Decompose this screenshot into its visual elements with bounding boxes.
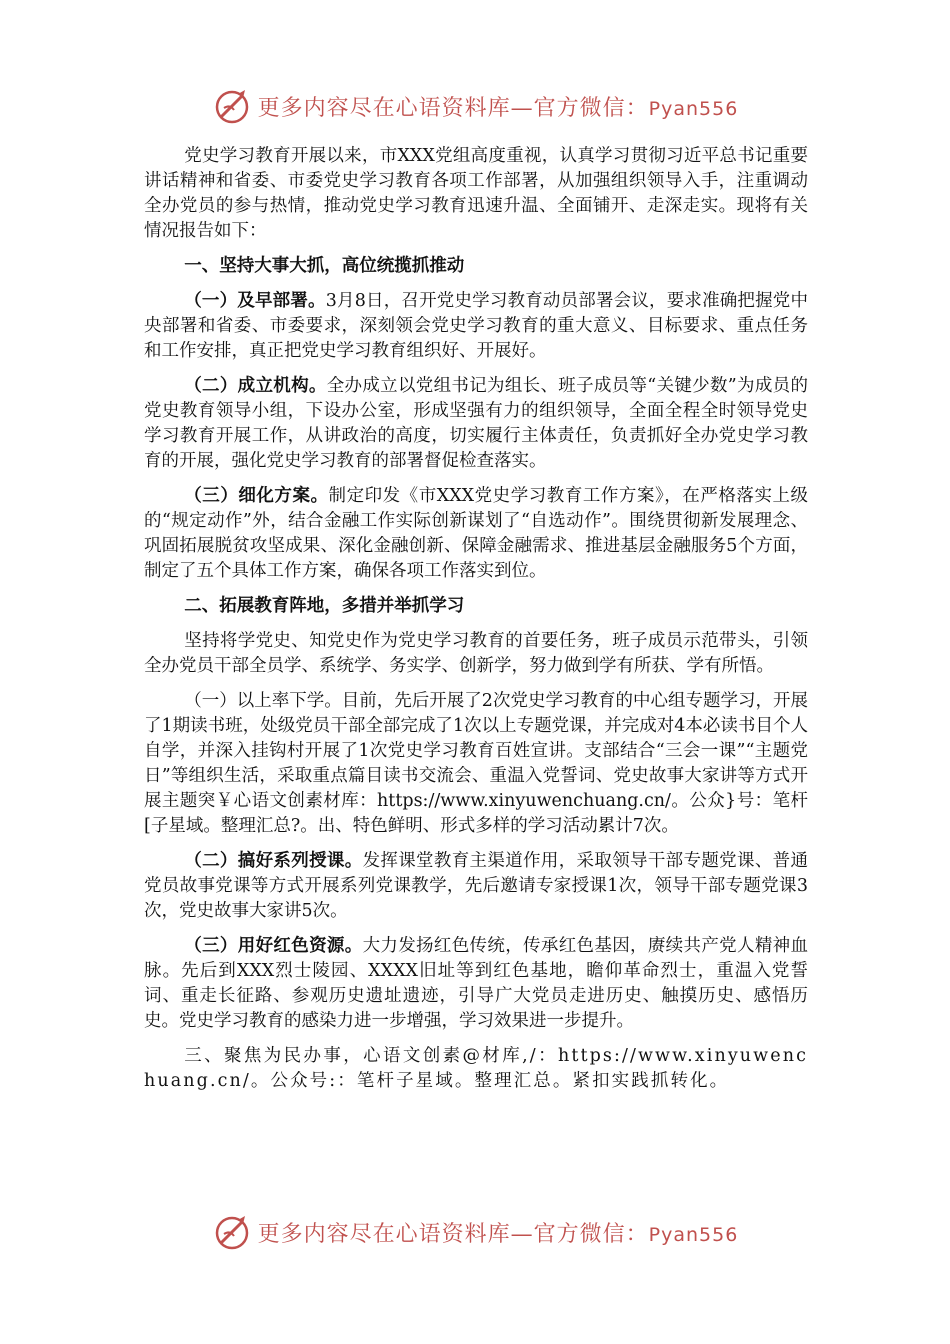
footer-banner bbox=[0, 1210, 950, 1254]
intro-paragraph: 党史学习教育开展以来，市XXX党组高度重视，认真学习贯彻习近平总书记重要讲话精神和省委、市委党史学习教育各项工作部署，从加强组织领导入手，注重调动全办党员的参与热情，推动党史学习教育迅速升温、全面铺开、走深走实。现将有关情况报告如下： bbox=[144, 146, 808, 241]
item-text: 3月8日，召开党史学习教育动员部署会议，要求准确把握党中央部署和省委、市委要求，深刻领会党史学习教育的重大意义、目标要求、重点任务和工作安排，真正把党史学习教育组织好、开展好。 bbox=[144, 291, 808, 361]
section1-item2 bbox=[144, 374, 808, 474]
item-lead: （一）及早部署。 bbox=[184, 291, 326, 311]
section1-item3 bbox=[144, 484, 808, 584]
section3-heading: 三、聚焦为民办事，心语文创素@材库,/：https://www.xinyuwenchuang.cn/。公众号:：笔杆子星域。整理汇总。紧扣实践抓转化。 bbox=[144, 1046, 808, 1091]
item-lead: （二）成立机构。 bbox=[184, 376, 327, 396]
item-text: 发挥课堂教育主渠道作用，采取领导干部专题党课、普通党员故事党课等方式开展系列党课教学，先后邀请专家授课1次，领导干部专题党课3次，党史故事大家讲5次。 bbox=[144, 851, 809, 921]
section2-heading: 二、拓展教育阵地，多措并举抓学习 bbox=[184, 596, 465, 616]
banner-text: 更多内容尽在心语资料库—官方微信：Pyan556 bbox=[257, 95, 739, 121]
item-text: 制定印发《市XXX党史学习教育工作方案》，在严格落实上级的“规定动作”外，结合金融工作实际创新谋划了“自选动作”。围绕贯彻新发展理念、巩固拓展脱贫攻坚成果、深化金融创新、保障金融需求、推进基层金融服务5个方面，制定了五个具体工作方案，确保各项工作落实到位。 bbox=[144, 486, 809, 581]
banner-text: 更多内容尽在心语资料库—官方微信：Pyan556 bbox=[257, 1221, 739, 1247]
section2-intro: 坚持将学党史、知党史作为党史学习教育的首要任务，班子成员示范带头，引领全办党员干部全员学、系统学、务实学、创新学，努力做到学有所获、学有所悟。 bbox=[144, 631, 808, 676]
item-text: 大力发扬红色传统，传承红色基因，赓续共产党人精神血脉。先后到XXX烈士陵园、XXXX旧址等到红色基地，瞻仰革命烈士，重温入党誓词、重走长征路、参观历史遗址遗迹，引导广大党员走进历史、触摸历史、感悟历史。党史学习教育的感染力进一步增强，学习效果进一步提升。 bbox=[144, 936, 809, 1031]
section1-item1 bbox=[144, 289, 808, 364]
logo-icon bbox=[212, 1212, 252, 1252]
section2-item1: （一）以上率下学。目前，先后开展了2次党史学习教育的中心组专题学习，开展了1期读书班，处级党员干部全部完成了1次以上专题党课，并完成对4本必读书目个人自学，并深入挂钩村开展了1次党史学习教育百姓宣讲。支部结合“三会一课”“主题党日”等组织生活，采取重点篇目读书交流会、重温入党誓词、党史故事大家讲等方式开展主题突￥心语文创素材库：https://www.xinyuwenchuang.cn/。公众}号：笔杆[子星域。整理汇总?。出、特色鲜明、形式多样的学习活动累计7次。 bbox=[144, 691, 808, 836]
logo-icon bbox=[212, 86, 252, 126]
section2-item2 bbox=[144, 849, 808, 924]
item-lead: （三）细化方案。 bbox=[184, 486, 329, 506]
document-body bbox=[144, 144, 808, 1094]
section2-item3 bbox=[144, 934, 808, 1034]
item-lead: （二）搞好系列授课。 bbox=[184, 851, 363, 871]
item-lead: （三）用好红色资源。 bbox=[184, 936, 363, 956]
section1-heading: 一、坚持大事大抓，高位统揽抓推动 bbox=[184, 256, 465, 276]
header-banner bbox=[0, 84, 950, 128]
wechat-id: Pyan556 bbox=[648, 97, 739, 120]
wechat-id: Pyan556 bbox=[648, 1223, 739, 1246]
item-text: 全办成立以党组书记为组长、班子成员等“关键少数”为成员的党史教育领导小组，下设办公室，形成坚强有力的组织领导，全面全程全时领导党史学习教育开展工作，从讲政治的高度，切实履行主体责任，负责抓好全办党史学习教育的开展，强化党史学习教育的部署督促检查落实。 bbox=[144, 376, 808, 471]
